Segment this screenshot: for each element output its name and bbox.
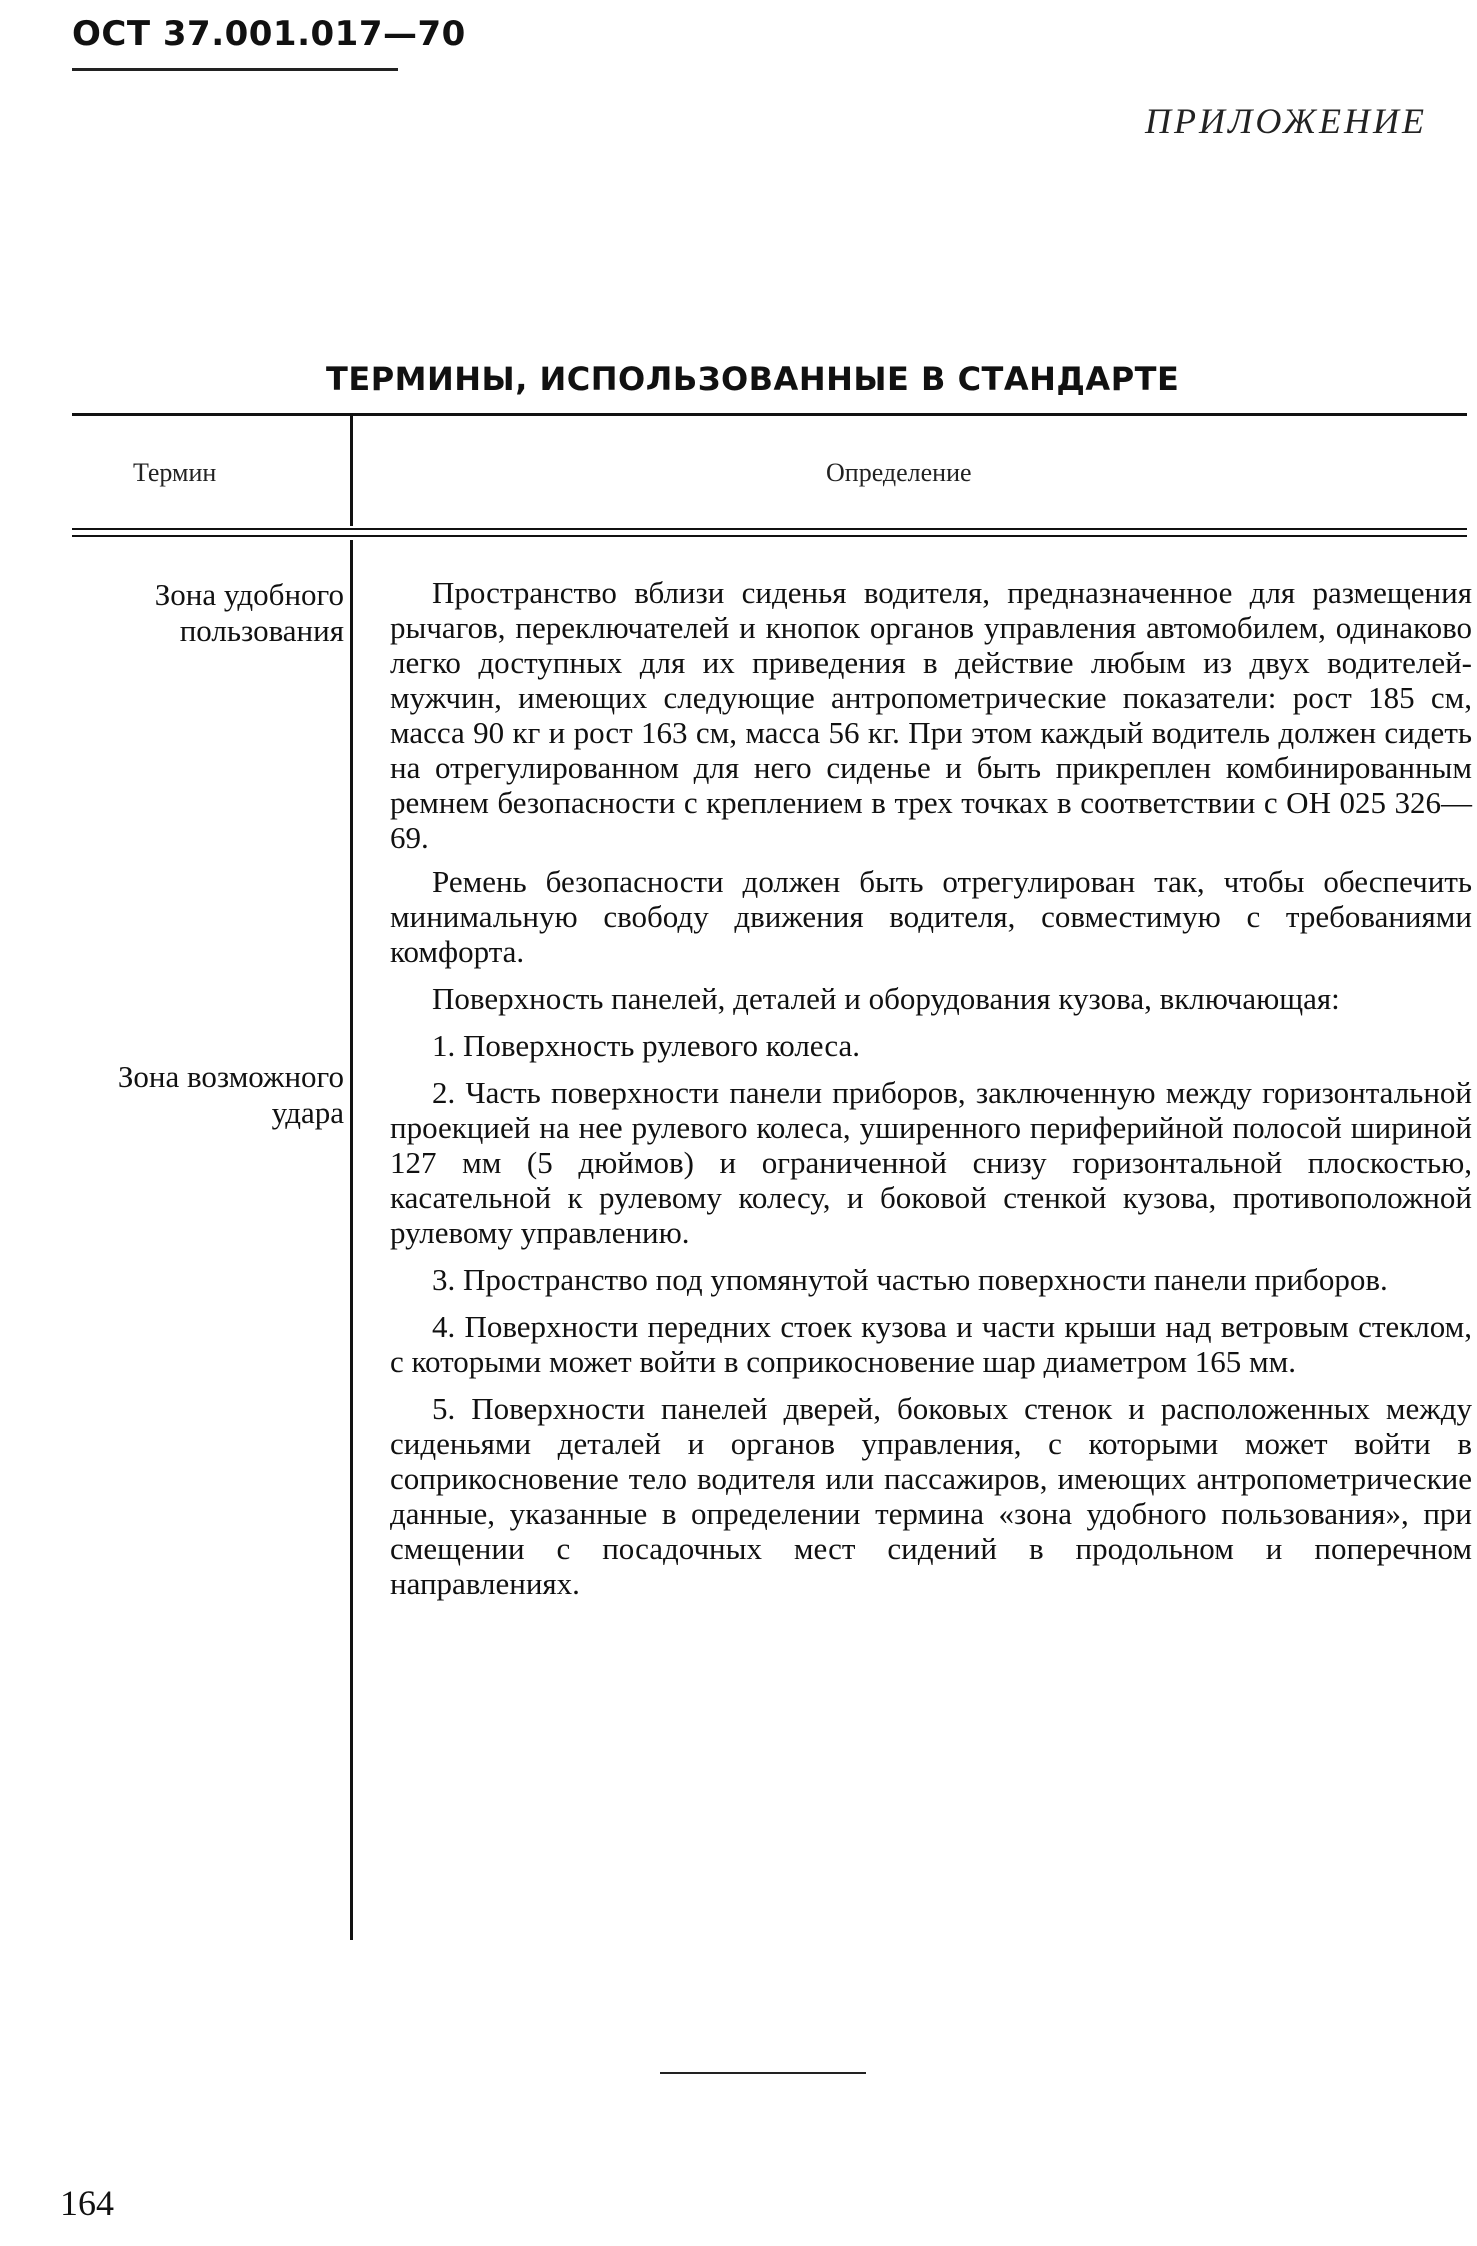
- body-column-divider: [350, 540, 353, 1940]
- term-comfort-zone: Зона удобного пользования: [154, 577, 344, 648]
- term-impact-zone: Зона возможного удара: [117, 1059, 344, 1130]
- definition-list-item: 3. Пространство под упомянутой частью поверхности панели приборов.: [432, 1262, 1388, 1297]
- column-header-definition: Определение: [826, 458, 972, 487]
- definition-list-item: 5. Поверхности панелей дверей, боковых стенок и расположенных между сиденьями деталей и органов управления, с которыми может войти в соприкосновение тело водителя или пассажиров, имеющих антропометрические данные, указанные в определении термина «зона удобного пользования», при смещении с посадочных мест сидений в продольном и поперечном направлениях.: [390, 1391, 1472, 1601]
- document-code: ОСТ 37.001.017—70: [72, 14, 466, 54]
- page-number: 164: [60, 2183, 114, 2223]
- table-top-rule: [72, 413, 1467, 416]
- definition-paragraph: Ремень безопасности должен быть отрегулирован так, чтобы обеспечить минимальную свободу движения водителя, совместимую с требованиями комфорта.: [390, 864, 1472, 969]
- definition-paragraph: Поверхность панелей, деталей и оборудования кузова, включающая:: [432, 981, 1340, 1016]
- definition-paragraph: Пространство вблизи сиденья водителя, предназначенное для размещения рычагов, переключателей и кнопок органов управления автомобилем, одинаково легко доступных для их приведения в действие любым из двух водителей-мужчин, имеющих следующие антропометрические показатели: рост 185 см, масса 90 кг и рост 163 см, масса 56 кг. При этом каждый водитель должен сидеть на отрегулированном для него сиденье и быть прикреплен комбинированным ремнем безопасности с креплением в трех точках в соответствии с ОН 025 326—69.: [390, 575, 1472, 855]
- header-column-divider: [350, 416, 353, 526]
- header-underline: [72, 68, 398, 71]
- appendix-label: ПРИЛОЖЕНИЕ: [1145, 101, 1427, 141]
- header-bottom-rule-1: [72, 528, 1467, 530]
- header-bottom-rule-2: [72, 535, 1467, 537]
- definition-list-item: 2. Часть поверхности панели приборов, заключенную между горизонтальной проекцией на нее рулевого колеса, уширенного периферийной полосой шириной 127 мм (5 дюймов) и ограниченной снизу горизонтальной плоскостью, касательной к рулевому колесу, и боковой стенкой кузова, противоположной рулевому управлению.: [390, 1075, 1472, 1250]
- footer-rule: [660, 2072, 866, 2074]
- definition-list-item: 4. Поверхности передних стоек кузова и части крыши над ветровым стеклом, с которыми может войти в соприкосновение шар диаметром 165 мм.: [390, 1309, 1472, 1379]
- definitions-column: [390, 575, 1472, 1601]
- definition-list-item: 1. Поверхность рулевого колеса.: [432, 1028, 860, 1063]
- column-header-term: Термин: [133, 458, 217, 487]
- table-title: ТЕРМИНЫ, ИСПОЛЬЗОВАННЫЕ В СТАНДАРТЕ: [326, 360, 1180, 398]
